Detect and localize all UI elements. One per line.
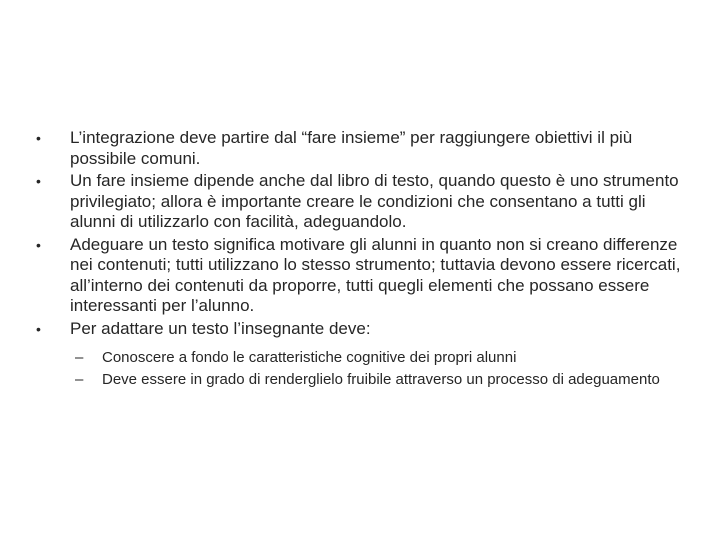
bullet-item xyxy=(36,128,686,169)
slide-body xyxy=(36,128,686,392)
dash-icon: – xyxy=(75,370,84,388)
dash-icon: – xyxy=(75,349,84,366)
bullet-icon: • xyxy=(36,236,41,253)
sub-bullet-item xyxy=(70,369,686,391)
sub-bullet-text: Deve essere in grado di renderglielo fruibile attraverso un processo di adeguamento xyxy=(102,370,660,388)
sub-bullet-item xyxy=(70,347,686,369)
bullet-item xyxy=(36,319,686,391)
bullet-icon: • xyxy=(36,320,41,337)
bullet-list xyxy=(36,128,686,390)
bullet-item xyxy=(36,235,686,317)
bullet-item xyxy=(36,171,686,233)
bullet-icon: • xyxy=(36,173,41,189)
bullet-text: Per adattare un testo l’insegnante deve: xyxy=(70,318,371,338)
bullet-text: Un fare insieme dipende anche dal libro di testo, quando questo è uno strumento privilegiato; allora è importante creare le condizioni che consentano a tutti gli alunni di utilizzarlo con facilità, adeguandolo. xyxy=(70,171,679,231)
sub-bullet-text: Conoscere a fondo le caratteristiche cognitive dei propri alunni xyxy=(102,349,517,366)
bullet-icon: • xyxy=(36,130,41,146)
bullet-text: Adeguare un testo significa motivare gli alunni in quanto non si creano differenze nei contenuti; tutti utilizzano lo stesso strumento; tuttavia devono essere ricercati, all’interno dei contenuti da proporre, tutti quegli elementi che possano essere interessanti per l’alunno. xyxy=(70,234,681,315)
sub-bullet-list xyxy=(70,347,686,390)
bullet-text: L’integrazione deve partire dal “fare insieme” per raggiungere obiettivi il più possibile comuni. xyxy=(70,128,633,168)
